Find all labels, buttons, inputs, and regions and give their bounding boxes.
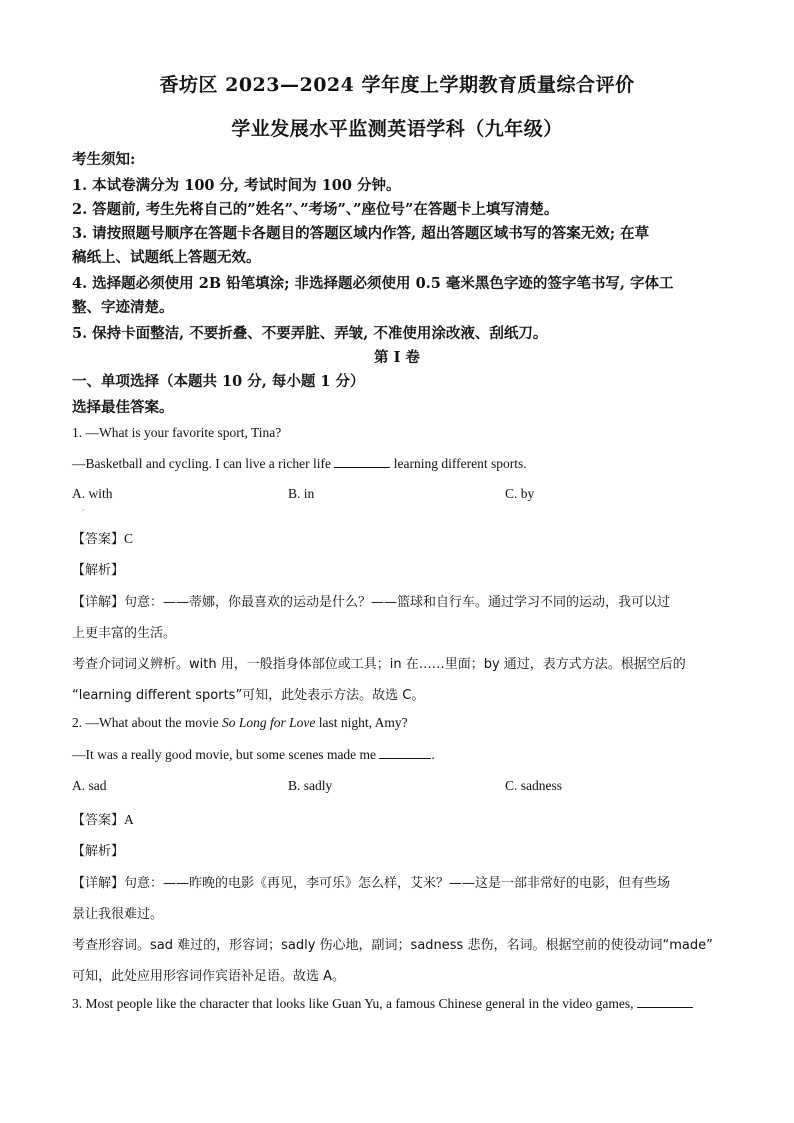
q3-stem-line1 <box>72 996 693 1012</box>
exam-title-line1: 香坊区 2023—2024 学年度上学期教育质量综合评价 <box>159 74 635 96</box>
q1-answer-label: 【答案】 <box>72 532 125 547</box>
q1-analysis-label: 【解析】 <box>72 563 125 578</box>
q1-stem-line1: 1. —What is your favorite sport, Tina? <box>72 425 282 440</box>
q2-option-a: A. sad <box>72 778 107 793</box>
q1-stem-pre: —Basketball and cycling. I can live a richer life <box>72 456 335 471</box>
q2-detail-text: 句意：——昨晚的电影《再见，李可乐》怎么样，艾米？——这是一部非常好的电影，但有些场 <box>124 876 671 891</box>
q2-detail-line1 <box>72 872 670 891</box>
q3-stem-text: 3. Most people like the character that looks like Guan Yu, a famous Chinese general in the video games, <box>72 996 637 1011</box>
q1-detail-label: 【详解】 <box>72 595 125 610</box>
q1-stray-dot: · <box>82 506 85 515</box>
note-3-line1: 3. 请按照题号顺序在答题卡各题目的答题区域内作答, 超出答题区域书写的答案无效; 在草 <box>72 225 650 242</box>
q1-option-c: C. by <box>505 486 535 501</box>
q1-answer-line <box>72 528 133 547</box>
q1-explain-line1: 考查介词词义辨析。with 用，一般指身体部位或工具；in 在……里面；by 通过，表方式方法。根据空后的 <box>72 657 686 672</box>
q1-option-a: A. with <box>72 486 113 501</box>
q1-detail-text: 句意：——蒂娜，你最喜欢的运动是什么？——篮球和自行车。通过学习不同的运动，我可以过 <box>124 595 671 610</box>
exam-title-line2: 学业发展水平监测英语学科（九年级） <box>231 118 563 140</box>
notes-heading: 考生须知: <box>72 151 136 168</box>
volume-heading: 第 I 卷 <box>374 349 420 366</box>
note-2: 2. 答题前, 考生先将自己的”姓名”、”考场”、”座位号”在答题卡上填写清楚。 <box>72 201 559 218</box>
section-1-instruction: 选择最佳答案。 <box>72 399 174 416</box>
q2-stem-post: last night, Amy? <box>315 715 408 730</box>
q2-stem-line1 <box>72 715 408 731</box>
q2-movie-title: So Long for Love <box>221 715 316 730</box>
note-5: 5. 保持卡面整洁, 不要折叠、不要弄脏、弄皱, 不准使用涂改液、刮纸刀。 <box>72 325 548 342</box>
q1-detail-line2: 上更丰富的生活。 <box>72 626 177 641</box>
q2-option-c: C. sadness <box>505 778 562 793</box>
q2-blank <box>379 758 431 759</box>
q1-answer: C <box>124 531 134 546</box>
q2-stem2-pre: —It was a really good movie, but some scenes made me <box>72 747 380 762</box>
q2-detail-line2: 景让我很难过。 <box>72 907 164 922</box>
q1-option-b: B. in <box>288 486 315 501</box>
q1-stem-post: learning different sports. <box>390 456 527 471</box>
q2-stem2-post: . <box>431 747 435 762</box>
q2-analysis-label: 【解析】 <box>72 844 125 859</box>
q1-explain-line2: “learning different sports”可知，此处表示方法。故选 C。 <box>72 688 425 703</box>
q2-answer-line <box>72 809 134 828</box>
note-1: 1. 本试卷满分为 100 分, 考试时间为 100 分钟。 <box>72 177 401 194</box>
q2-explain-line2: 可知，此处应用形容词作宾语补足语。故选 A。 <box>72 969 346 984</box>
q1-stem-line2 <box>72 456 527 472</box>
q1-detail-line1 <box>72 591 670 610</box>
note-3-line2: 稿纸上、试题纸上答题无效。 <box>72 249 261 266</box>
q2-stem-pre: 2. —What about the movie <box>72 715 222 730</box>
q2-option-b: B. sadly <box>288 778 333 793</box>
q3-blank <box>637 1007 693 1008</box>
section-1-title: 一、单项选择（本题共 10 分, 每小题 1 分） <box>72 373 365 390</box>
q2-stem-line2 <box>72 747 435 763</box>
note-4-line2: 整、字迹清楚。 <box>72 299 174 316</box>
note-4-line1: 4. 选择题必须使用 2B 铅笔填涂; 非选择题必须使用 0.5 毫米黑色字迹的签字笔书写, 字体工 <box>72 275 674 292</box>
q2-detail-label: 【详解】 <box>72 876 125 891</box>
q2-explain-line1: 考查形容词。sad 难过的，形容词；sadly 伤心地，副词；sadness 悲伤，名词。根据空前的使役动词“made” <box>72 938 713 953</box>
q2-answer-label: 【答案】 <box>72 813 125 828</box>
q2-answer: A <box>124 812 134 827</box>
q1-blank <box>334 467 390 468</box>
